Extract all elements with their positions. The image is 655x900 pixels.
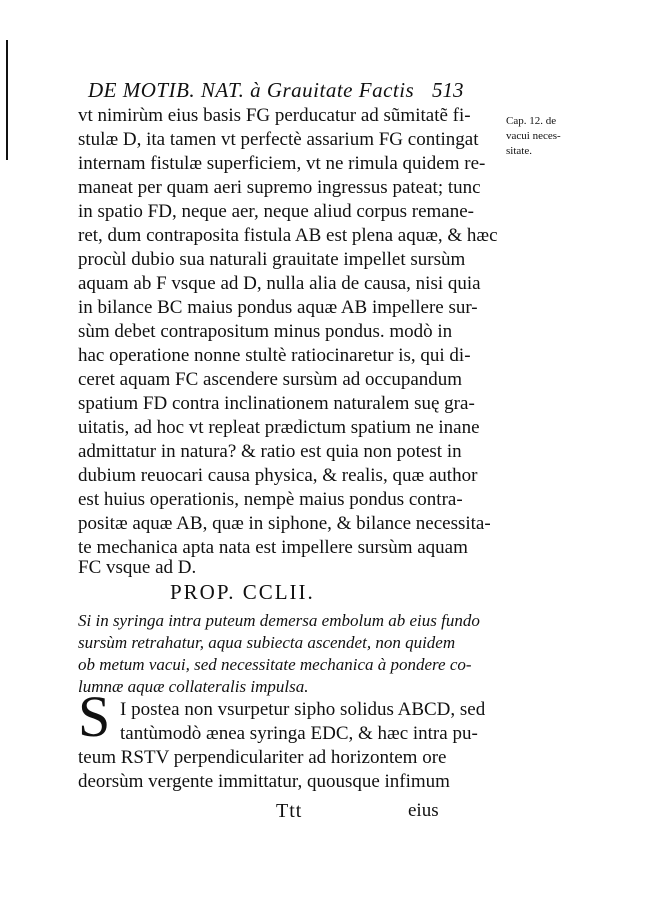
drop-cap: S [78,684,111,749]
body-line: admittatur in natura? & ratio est quia non potest in [78,441,462,462]
body-line: ret, dum contraposita fistula AB est plena aquæ, & hæc [78,225,498,246]
body-line: uitatis, ad hoc vt repleat prædictum spatium ne inane [78,417,480,438]
body-line: est huius operationis, nempè maius pondus contra- [78,489,463,510]
signature-mark: Ttt [276,800,303,822]
body-line: te mechanica apta nata est impellere sursùm aquam [78,537,468,558]
body-line: hac operatione nonne stultè ratiocinaretur is, qui di- [78,345,471,366]
running-title: DE MOTIB. NAT. à Grauitate Factis [88,78,415,102]
statement-line: Si in syringa intra puteum demersa embolum ab eius fundo [78,611,480,630]
body-line: stulæ D, ita tamen vt perfectè assarium FG contingat [78,129,479,150]
page-edge-rule [6,40,8,160]
paragraph-line: I postea non vsurpetur sipho solidus ABCD, sed [120,699,486,720]
paragraph-line: teum RSTV perpendiculariter ad horizontem ore [78,747,447,768]
marginal-note-line: vacui neces- [506,130,561,142]
proposition-heading: PROP. CCLII. [170,580,315,604]
body-line: in spatio FD, neque aer, neque aliud corpus remane- [78,201,474,222]
page-number: 513 [432,78,464,102]
body-line: sùm debet contrapositum minus pondus. modò in [78,321,453,342]
body-line: internam fistulæ superficiem, vt ne rimula quidem re- [78,153,486,174]
body-line: positæ aquæ AB, quæ in siphone, & bilance necessita- [78,513,491,534]
catchword: eius [408,800,439,821]
marginal-note-line: sitate. [506,145,532,157]
body-line: spatium FD contra inclinationem naturalem suę gra- [78,393,475,414]
body-line: procùl dubio sua naturali grauitate impellet sursùm [78,249,466,270]
body-line: FC vsque ad D. [78,557,197,578]
body-line: in bilance BC maius pondus aquæ AB impellere sur- [78,297,478,318]
body-line: dubium reuocari causa physica, & realis, quæ author [78,465,478,486]
body-line: aquam ab F vsque ad D, nulla alia de causa, nisi quia [78,273,481,294]
marginal-note [506,114,626,159]
statement-line: lumnæ aquæ collateralis impulsa. [78,677,309,696]
statement-line: sursùm retrahatur, aqua subiecta ascendet, non quidem [78,633,456,652]
body-line: maneat per quam aeri supremo ingressus pateat; tunc [78,177,481,198]
body-line: ceret aquam FC ascendere sursùm ad occupandum [78,369,463,390]
marginal-note-line: Cap. 12. de [506,115,557,127]
paragraph-line: deorsùm vergente immittatur, quousque infimum [78,771,450,792]
body-line: vt nimirùm eius basis FG perducatur ad sũmitatẽ fi- [78,105,471,126]
statement-line: ob metum vacui, sed necessitate mechanica à pondere co- [78,655,472,674]
paragraph-line: tantùmodò ænea syringa EDC, & hæc intra pu- [120,723,478,744]
